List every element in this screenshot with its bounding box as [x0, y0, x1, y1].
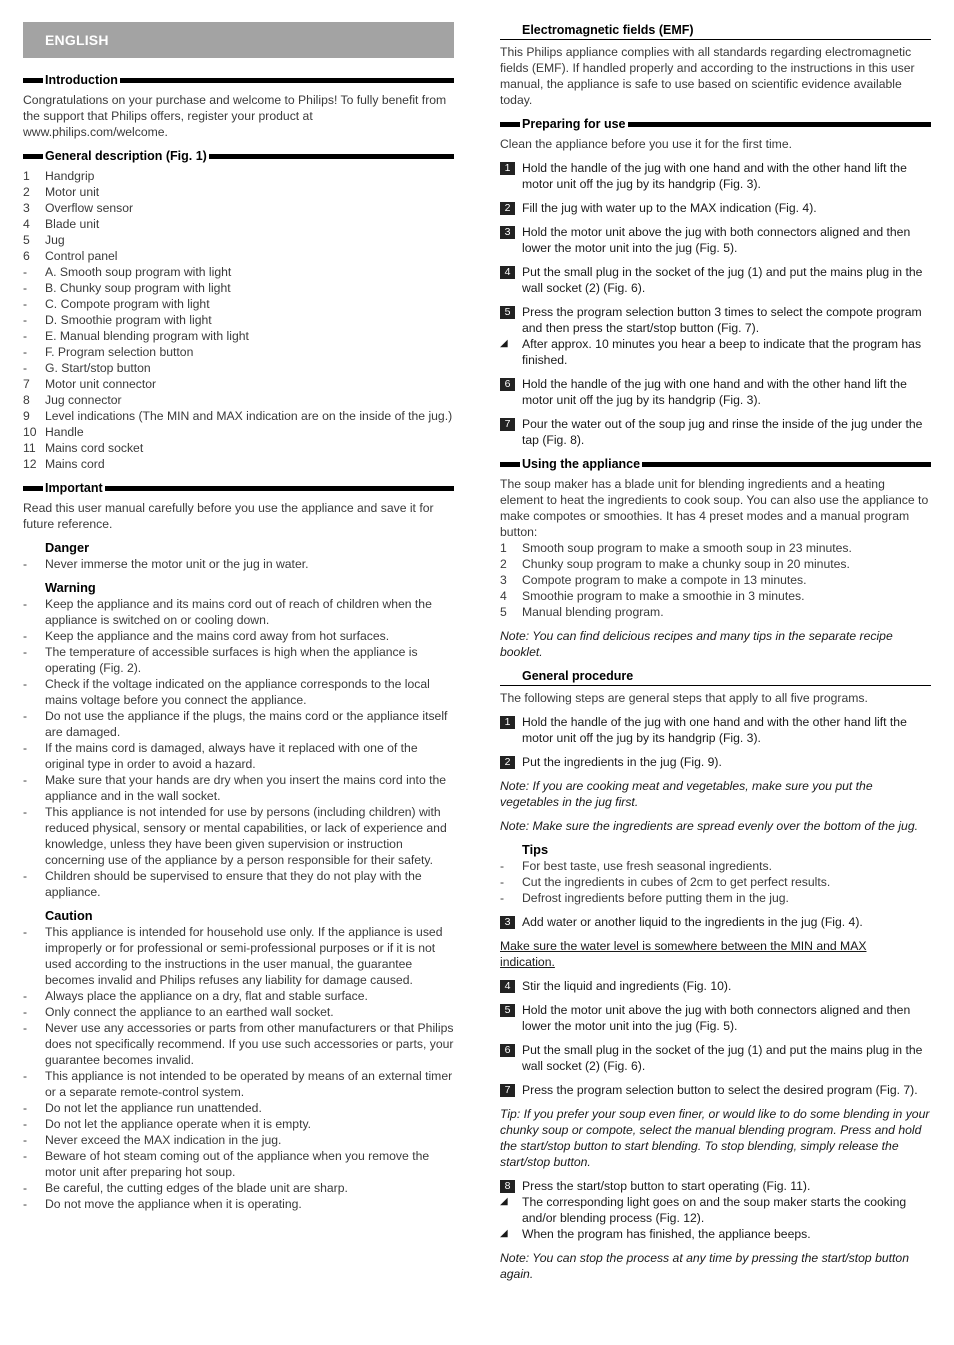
- emf-paragraph: This Philips appliance complies with all standards regarding electromagnetic fields (EMF). If handled properly and according to the instructions in this user manual, the appliance is safe to use based on scientific evidence available today.: [500, 45, 915, 107]
- list-text: G. Start/stop button: [45, 361, 151, 375]
- heading-text: General description (Fig. 1): [45, 149, 207, 163]
- section-heading-emf: Electromagnetic fields (EMF): [500, 22, 931, 40]
- list-item: [23, 1004, 454, 1020]
- list-item: [23, 644, 454, 676]
- caution-list: [23, 924, 454, 1212]
- list-text: This appliance is not intended to be operated by means of an external timer or a separate remote-control system.: [45, 1069, 453, 1099]
- result-arrow-icon: ◢: [500, 338, 508, 349]
- step-number: 5: [500, 306, 515, 319]
- list-item: [23, 596, 454, 628]
- list-text: Be careful, the cutting edges of the blade unit are sharp.: [45, 1181, 348, 1195]
- list-item: [500, 858, 931, 874]
- list-text: Smooth soup program to make a smooth soup in 23 minutes.: [522, 541, 852, 555]
- list-marker: -: [23, 597, 28, 611]
- list-item: [23, 1116, 454, 1132]
- list-item: [23, 988, 454, 1004]
- heading-bar: [23, 78, 43, 83]
- step-item: [500, 224, 931, 256]
- list-marker: -: [23, 1149, 28, 1163]
- list-marker: -: [500, 891, 505, 905]
- left-column: [23, 22, 454, 1212]
- step-item: [500, 200, 931, 216]
- step-item: [500, 714, 931, 746]
- step-text: Stir the liquid and ingredients (Fig. 10).: [522, 979, 732, 993]
- using-paragraph: The soup maker has a blade unit for blending ingredients and a heating element to heat the ingredients to cook soup. You can also use the appliance to make compotes or smoothies. It has 4 preset modes and a manual program button:: [500, 477, 929, 539]
- list-marker: -: [23, 1069, 28, 1083]
- preparing-steps-continued: [500, 376, 931, 448]
- step-item: [500, 1178, 931, 1194]
- list-item: [23, 376, 454, 392]
- list-marker: 1: [500, 541, 507, 555]
- list-text: Mains cord: [45, 457, 105, 471]
- list-text: Motor unit connector: [45, 377, 157, 391]
- list-text: Do not let the appliance operate when it is empty.: [45, 1117, 312, 1131]
- result-text: After approx. 10 minutes you hear a beep to indicate that the program has finished.: [522, 337, 922, 367]
- step-text: Press the start/stop button to start operating (Fig. 11).: [522, 1179, 811, 1193]
- step-item: [500, 754, 931, 770]
- list-text: Do not use the appliance if the plugs, the mains cord or the appliance itself are damaged.: [45, 709, 448, 739]
- list-item: [23, 676, 454, 708]
- list-marker: -: [23, 1133, 28, 1147]
- list-text: A. Smooth soup program with light: [45, 265, 232, 279]
- preparing-steps: [500, 160, 931, 336]
- tips-heading: Tips: [522, 842, 549, 857]
- list-marker: -: [23, 361, 28, 375]
- list-marker: -: [23, 297, 28, 311]
- list-text: Compote program to make a compote in 13 minutes.: [522, 573, 807, 587]
- list-text: Only connect the appliance to an earthed wall socket.: [45, 1005, 334, 1019]
- list-item: [23, 1180, 454, 1196]
- step-text: Put the ingredients in the jug (Fig. 9).: [522, 755, 722, 769]
- list-text: Children should be supervised to ensure that they do not play with the appliance.: [45, 869, 422, 899]
- list-text: If the mains cord is damaged, always have it replaced with one of the original type in order to avoid a hazard.: [45, 741, 418, 771]
- step-text: Hold the motor unit above the jug with both connectors aligned and then lower the motor unit into the jug (Fig. 5).: [522, 1003, 911, 1033]
- list-item: [23, 408, 454, 424]
- list-marker: -: [23, 869, 28, 883]
- list-item: [23, 924, 454, 988]
- list-item: [23, 184, 454, 200]
- step-number: 8: [500, 1180, 515, 1193]
- list-marker: -: [23, 329, 28, 343]
- step-text: Hold the handle of the jug with one hand and with the other hand lift the motor unit off the jug by its handgrip (Fig. 3).: [522, 715, 907, 745]
- step-text: Hold the handle of the jug with one hand and with the other hand lift the motor unit off the jug by its handgrip (Fig. 3).: [522, 161, 907, 191]
- parts-list: [23, 168, 454, 472]
- list-marker: 2: [500, 557, 507, 571]
- list-text: Handgrip: [45, 169, 95, 183]
- list-item: [500, 588, 931, 604]
- list-item: [23, 168, 454, 184]
- step-text: Press the program selection button to select the desired program (Fig. 7).: [522, 1083, 918, 1097]
- step-number: 7: [500, 418, 515, 431]
- step-item: [500, 304, 931, 336]
- programs-list: [500, 540, 931, 620]
- list-text: Keep the appliance and its mains cord out of reach of children when the appliance is switched on or cooling down.: [45, 597, 432, 627]
- list-marker: -: [23, 345, 28, 359]
- list-marker: 12: [23, 457, 37, 471]
- result-item: [500, 336, 931, 368]
- heading-text: Preparing for use: [522, 117, 626, 131]
- list-item: [23, 264, 454, 280]
- list-marker: 5: [500, 605, 507, 619]
- list-text: Mains cord socket: [45, 441, 144, 455]
- procedure-note-1: Note: If you are cooking meat and vegetables, make sure you put the vegetables in the jug first.: [500, 779, 873, 809]
- list-item: [500, 890, 931, 906]
- list-item: [23, 556, 454, 572]
- heading-bar: [642, 462, 931, 467]
- list-text: Overflow sensor: [45, 201, 134, 215]
- section-heading-introduction: [23, 72, 454, 88]
- list-item: [23, 216, 454, 232]
- list-text: Handle: [45, 425, 84, 439]
- section-heading-general-description: [23, 148, 454, 164]
- list-item: [23, 1148, 454, 1180]
- result-item: [500, 1226, 931, 1242]
- list-text: Defrost ingredients before putting them in the jug.: [522, 891, 789, 905]
- important-paragraph: Read this user manual carefully before you use the appliance and save it for future reference.: [23, 501, 434, 531]
- list-text: F. Program selection button: [45, 345, 194, 359]
- list-item: [23, 312, 454, 328]
- step-item: [500, 160, 931, 192]
- step-number: 2: [500, 756, 515, 769]
- list-item: [23, 708, 454, 740]
- list-marker: 3: [23, 201, 30, 215]
- list-marker: 10: [23, 425, 37, 439]
- list-text: Check if the voltage indicated on the appliance corresponds to the local mains voltage before you connect the appliance.: [45, 677, 430, 707]
- water-level-warning: Make sure the water level is somewhere between the MIN and MAX indication.: [500, 939, 867, 969]
- list-item: [23, 868, 454, 900]
- list-marker: -: [23, 1005, 28, 1019]
- section-heading-general-procedure: General procedure: [500, 668, 931, 686]
- list-text: Motor unit: [45, 185, 100, 199]
- list-marker: 6: [23, 249, 30, 263]
- list-text: Keep the appliance and the mains cord away from hot surfaces.: [45, 629, 390, 643]
- list-marker: 4: [500, 589, 507, 603]
- list-text: Never use any accessories or parts from other manufacturers or that Philips does not specifically recommend. If you use such accessories or parts, your guarantee becomes invalid.: [45, 1021, 454, 1067]
- list-item: [23, 1196, 454, 1212]
- list-text: This appliance is intended for household use only. If the appliance is used improperly or for professional or semi-professional purposes or if it is not used according to the instructions in the user manual, the guarantee becomes invalid and Philips refuses any liability for damage caused.: [45, 925, 443, 987]
- list-marker: -: [23, 677, 28, 691]
- list-text: B. Chunky soup program with light: [45, 281, 231, 295]
- step-number: 3: [500, 226, 515, 239]
- result-arrow-icon: ◢: [500, 1228, 508, 1239]
- list-text: D. Smoothie program with light: [45, 313, 212, 327]
- list-marker: -: [23, 629, 28, 643]
- step-text: Put the small plug in the socket of the jug (1) and put the mains plug in the wall socket (2) (Fig. 6).: [522, 1043, 923, 1073]
- list-text: Do not let the appliance run unattended.: [45, 1101, 262, 1115]
- list-item: [23, 772, 454, 804]
- list-marker: -: [500, 859, 505, 873]
- list-text: Never exceed the MAX indication in the jug.: [45, 1133, 282, 1147]
- step-item: [500, 416, 931, 448]
- procedure-steps-continued: [500, 978, 931, 1098]
- warning-list: [23, 596, 454, 900]
- list-text: Manual blending program.: [522, 605, 664, 619]
- list-text: Chunky soup program to make a chunky soup in 20 minutes.: [522, 557, 850, 571]
- list-marker: 1: [23, 169, 30, 183]
- list-text: Make sure that your hands are dry when you insert the mains cord into the appliance and in the wall socket.: [45, 773, 447, 803]
- procedure-note-3: Note: You can stop the process at any time by pressing the start/stop button again.: [500, 1251, 909, 1281]
- step-number: 4: [500, 980, 515, 993]
- tips-list: [500, 858, 931, 906]
- step-item: [500, 1002, 931, 1034]
- list-marker: -: [23, 773, 28, 787]
- step-number: 4: [500, 266, 515, 279]
- list-text: The temperature of accessible surfaces is high when the appliance is operating (Fig. 2).: [45, 645, 418, 675]
- list-item: [23, 248, 454, 264]
- heading-text: Introduction: [45, 73, 118, 87]
- step-text: Hold the motor unit above the jug with both connectors aligned and then lower the motor unit into the jug (Fig. 5).: [522, 225, 911, 255]
- list-text: Cut the ingredients in cubes of 2cm to get perfect results.: [522, 875, 831, 889]
- list-item: [23, 1068, 454, 1100]
- step-number: 6: [500, 1044, 515, 1057]
- heading-text: Using the appliance: [522, 457, 641, 471]
- list-text: Never immerse the motor unit or the jug in water.: [45, 557, 309, 571]
- list-item: [500, 604, 931, 620]
- list-item: [23, 200, 454, 216]
- list-item: [23, 1020, 454, 1068]
- result-arrow-icon: ◢: [500, 1196, 508, 1207]
- result-text: The corresponding light goes on and the soup maker starts the cooking and/or blending process (Fig. 12).: [522, 1195, 907, 1225]
- step-item: [500, 1042, 931, 1074]
- list-text: Smoothie program to make a smoothie in 3 minutes.: [522, 589, 805, 603]
- heading-bar: [209, 154, 454, 159]
- list-text: Control panel: [45, 249, 118, 263]
- list-marker: 11: [23, 441, 36, 455]
- list-marker: -: [23, 645, 28, 659]
- section-heading-using: [500, 456, 931, 472]
- list-marker: 3: [500, 573, 507, 587]
- list-item: [23, 296, 454, 312]
- heading-bar: [120, 78, 454, 83]
- result-item: [500, 1194, 931, 1226]
- list-marker: 4: [23, 217, 30, 231]
- list-marker: 8: [23, 393, 30, 407]
- procedure-results: [500, 1194, 931, 1242]
- warning-heading: Warning: [45, 580, 96, 595]
- list-marker: -: [23, 925, 28, 939]
- step-item: [500, 914, 931, 930]
- heading-bar: [23, 154, 43, 159]
- list-text: Level indications (The MIN and MAX indication are on the inside of the jug.): [45, 409, 453, 423]
- list-item: [23, 1132, 454, 1148]
- list-marker: 7: [23, 377, 30, 391]
- procedure-note-2: Note: Make sure the ingredients are spread evenly over the bottom of the jug.: [500, 819, 918, 833]
- list-item: [23, 328, 454, 344]
- right-column: [500, 22, 931, 1290]
- heading-bar: [105, 486, 454, 491]
- list-marker: -: [23, 1101, 28, 1115]
- list-item: [23, 232, 454, 248]
- using-note: Note: You can find delicious recipes and many tips in the separate recipe booklet.: [500, 629, 893, 659]
- step-text: Hold the handle of the jug with one hand and with the other hand lift the motor unit off the jug by its handgrip (Fig. 3).: [522, 377, 907, 407]
- list-item: [23, 392, 454, 408]
- list-marker: -: [23, 709, 28, 723]
- list-item: [23, 280, 454, 296]
- list-item: [23, 740, 454, 772]
- step-number: 3: [500, 916, 515, 929]
- list-marker: -: [23, 313, 28, 327]
- heading-text: Important: [45, 481, 103, 495]
- step-number: 2: [500, 202, 515, 215]
- list-item: [23, 440, 454, 456]
- step-number: 7: [500, 1084, 515, 1097]
- list-marker: -: [23, 741, 28, 755]
- intro-paragraph: Congratulations on your purchase and welcome to Philips! To fully benefit from the support that Philips offers, register your product at www.philips.com/welcome.: [23, 93, 447, 139]
- list-text: For best taste, use fresh seasonal ingredients.: [522, 859, 772, 873]
- list-text: C. Compote program with light: [45, 297, 210, 311]
- list-marker: -: [23, 281, 28, 295]
- step-item: [500, 1082, 931, 1098]
- step-item: [500, 376, 931, 408]
- step-item: [500, 978, 931, 994]
- caution-heading: Caution: [45, 908, 93, 923]
- list-text: E. Manual blending program with light: [45, 329, 249, 343]
- step-text: Add water or another liquid to the ingredients in the jug (Fig. 4).: [522, 915, 863, 929]
- step-item: [500, 264, 931, 296]
- list-marker: -: [23, 1181, 28, 1195]
- preparing-paragraph: Clean the appliance before you use it for the first time.: [500, 137, 792, 151]
- list-item: [23, 804, 454, 868]
- heading-bar: [500, 462, 520, 467]
- list-marker: -: [500, 875, 505, 889]
- procedure-tip: Tip: If you prefer your soup even finer, or would like to do some blending in your chunky soup or compote, select the manual blending program. Press and hold the start/stop button to start blending. To stop blending, simply release the start/stop button.: [500, 1107, 930, 1169]
- list-text: Beware of hot steam coming out of the appliance when you remove the motor unit after preparing hot soup.: [45, 1149, 430, 1179]
- list-marker: 9: [23, 409, 30, 423]
- language-bar: ENGLISH: [23, 22, 454, 58]
- step-number: 5: [500, 1004, 515, 1017]
- step-number: 1: [500, 716, 515, 729]
- list-item: [23, 424, 454, 440]
- list-item: [23, 344, 454, 360]
- step-text: Fill the jug with water up to the MAX indication (Fig. 4).: [522, 201, 817, 215]
- step-text: Press the program selection button 3 times to select the compote program and then press the start/stop button (Fig. 7).: [522, 305, 922, 335]
- procedure-steps: [500, 714, 931, 770]
- list-item: [23, 360, 454, 376]
- list-item: [23, 628, 454, 644]
- heading-bar: [628, 122, 932, 127]
- preparing-result: [500, 336, 931, 368]
- list-item: [500, 556, 931, 572]
- list-item: [23, 1100, 454, 1116]
- section-heading-important: [23, 480, 454, 496]
- heading-bar: [23, 486, 43, 491]
- danger-list: [23, 556, 454, 572]
- list-marker: -: [23, 989, 28, 1003]
- list-item: [500, 572, 931, 588]
- list-text: Do not move the appliance when it is operating.: [45, 1197, 302, 1211]
- list-text: Jug: [45, 233, 65, 247]
- list-text: Blade unit: [45, 217, 100, 231]
- list-marker: -: [23, 805, 28, 819]
- list-marker: -: [23, 265, 28, 279]
- step-number: 1: [500, 162, 515, 175]
- list-marker: -: [23, 557, 28, 571]
- list-marker: -: [23, 1021, 28, 1035]
- step-text: Pour the water out of the soup jug and rinse the inside of the jug under the tap (Fig. 8).: [522, 417, 923, 447]
- list-text: Always place the appliance on a dry, flat and stable surface.: [45, 989, 368, 1003]
- list-marker: 5: [23, 233, 30, 247]
- section-heading-preparing: [500, 116, 931, 132]
- danger-heading: Danger: [45, 540, 90, 555]
- list-text: Jug connector: [45, 393, 122, 407]
- list-item: [23, 456, 454, 472]
- list-marker: -: [23, 1117, 28, 1131]
- step-text: Put the small plug in the socket of the jug (1) and put the mains plug in the wall socket (2) (Fig. 6).: [522, 265, 923, 295]
- heading-bar: [500, 122, 520, 127]
- list-item: [500, 540, 931, 556]
- list-text: This appliance is not intended for use by persons (including children) with reduced physical, sensory or mental capabilities, or lack of experience and knowledge, unless they have been given supervision or instruction concerning use of the appliance by a person responsible for their safety.: [45, 805, 447, 867]
- list-marker: 2: [23, 185, 30, 199]
- list-item: [500, 874, 931, 890]
- result-text: When the program has finished, the appliance beeps.: [522, 1227, 811, 1241]
- step-number: 6: [500, 378, 515, 391]
- list-marker: -: [23, 1197, 28, 1211]
- general-procedure-paragraph: The following steps are general steps that apply to all five programs.: [500, 691, 868, 705]
